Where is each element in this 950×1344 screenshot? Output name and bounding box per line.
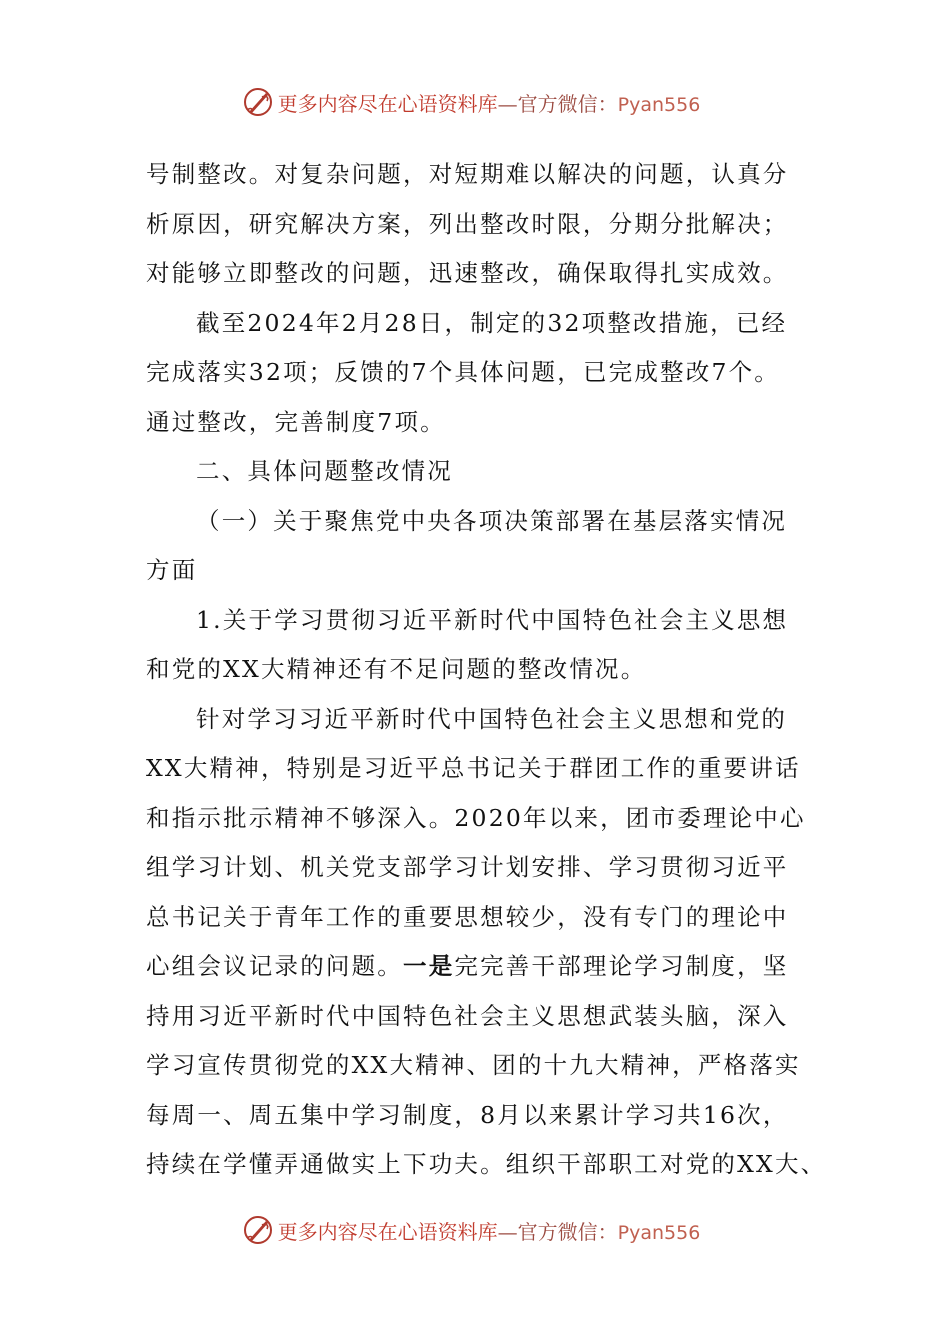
body-line: 组学习计划、机关党支部学习计划安排、学习贯彻习近平 [146, 853, 789, 881]
watermark-inner [242, 86, 701, 118]
quill-logo-icon [242, 86, 274, 118]
body-line: 总书记关于青年工作的重要思想较少，没有专门的理论中 [146, 902, 789, 931]
item-heading: 1.关于学习贯彻习近平新时代中国特色社会主义思想 [196, 605, 789, 634]
watermark-account: Pyan556 [617, 1221, 701, 1244]
section-heading: 二、具体问题整改情况 [196, 457, 453, 485]
watermark-label: 官方微信： [517, 1219, 618, 1244]
watermark-brand: 更多内容尽在心语资料库 [277, 1219, 498, 1244]
body-line: 号制整改。对复杂问题，对短期难以解决的问题，认真分 [146, 160, 789, 188]
body-line: 持续在学懂弄通做实上下功夫。组织干部职工对党的XX大、 [146, 1150, 827, 1178]
body-line: 持用习近平新时代中国特色社会主义思想武装头脑，深入 [146, 1001, 789, 1030]
watermark-header [0, 82, 950, 122]
watermark-label: 官方微信： [517, 91, 618, 116]
watermark-separator: — [497, 91, 518, 116]
watermark-footer [0, 1210, 950, 1250]
subsection-heading-cont: 方面 [146, 556, 198, 584]
watermark-inner [242, 1214, 701, 1246]
body-line: 每周一、周五集中学习制度，8月以来累计学习共16次， [146, 1100, 789, 1129]
body-line: 学习宣传贯彻党的XX大精神、团的十九大精神，严格落实 [146, 1051, 801, 1079]
line-segment: 心组会议记录的问题。 [146, 952, 403, 980]
body-line-mixed [146, 942, 806, 992]
watermark-separator: — [497, 1219, 518, 1244]
item-heading-cont: 和党的XX大精神还有不足问题的整改情况。 [146, 655, 647, 683]
body-line: 对能够立即整改的问题，迅速整改，确保取得扎实成效。 [146, 259, 789, 287]
subsection-heading: （一）关于聚焦党中央各项决策部署在基层落实情况 [196, 506, 788, 535]
body-line: 通过整改，完善制度7项。 [146, 407, 446, 436]
paragraph-first-line: 截至2024年2月28日，制定的32项整改措施，已经 [196, 308, 788, 337]
watermark-brand: 更多内容尽在心语资料库 [277, 91, 498, 116]
bold-marker: 一是 [403, 952, 455, 980]
document-body [146, 150, 827, 1190]
paragraph-first-line: 针对学习习近平新时代中国特色社会主义思想和党的 [196, 704, 788, 733]
body-line: 完成落实32项；反馈的7个具体问题，已完成整改7个。 [146, 358, 781, 386]
body-line: 析原因，研究解决方案，列出整改时限，分期分批解决； [146, 209, 789, 238]
watermark-text [278, 88, 701, 117]
body-line: 和指示批示精神不够深入。2020年以来，团市委理论中心 [146, 803, 806, 832]
watermark-text [278, 1216, 701, 1245]
body-line: XX大精神，特别是习近平总书记关于群团工作的重要讲话 [146, 754, 801, 782]
watermark-account: Pyan556 [617, 93, 701, 116]
line-segment: 完完善干部理论学习制度，坚 [454, 952, 789, 980]
quill-logo-icon [242, 1214, 274, 1246]
